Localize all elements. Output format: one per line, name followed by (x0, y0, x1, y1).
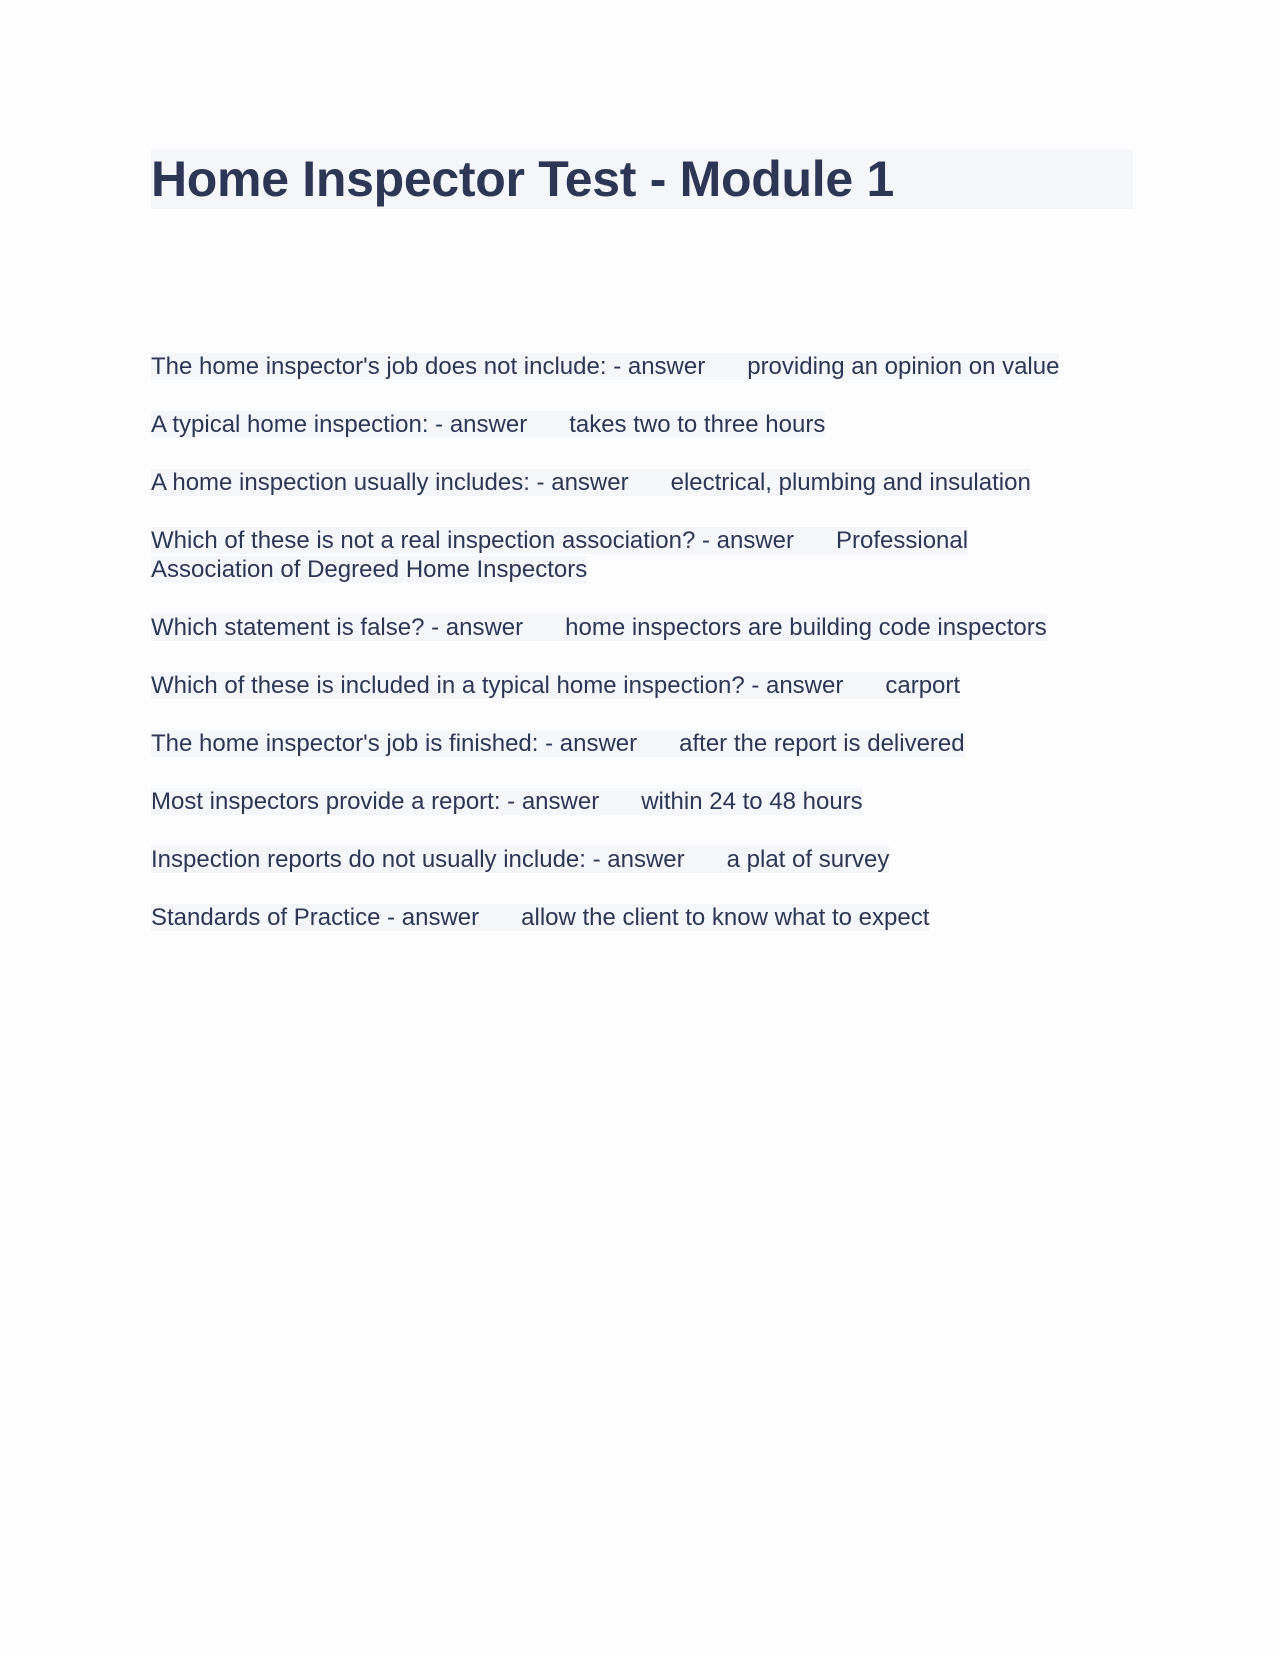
qa-item (151, 468, 1133, 497)
answer-text: home inspectors are building code inspectors (565, 614, 1047, 641)
qa-item (151, 613, 1133, 642)
answer-text: providing an opinion on value (747, 353, 1060, 380)
document-page (151, 150, 1133, 961)
qa-item (151, 671, 1133, 700)
qa-item (151, 729, 1133, 758)
qa-item (151, 352, 1133, 381)
question-text: Which of these is included in a typical home inspection? - answer (151, 672, 844, 699)
question-text: Inspection reports do not usually include: - answer (151, 846, 685, 873)
answer-text: within 24 to 48 hours (641, 788, 863, 815)
answer-text: electrical, plumbing and insulation (670, 469, 1031, 496)
qa-item (151, 787, 1133, 816)
qa-item (151, 845, 1133, 874)
answer-text: carport (885, 672, 961, 699)
question-text: Most inspectors provide a report: - answer (151, 788, 600, 815)
answer-text: allow the client to know what to expect (521, 904, 930, 931)
document-title: Home Inspector Test - Module 1 (151, 150, 1133, 209)
answer-text: Professional Association of Degreed Home Inspectors (151, 527, 969, 583)
answer-text: after the report is delivered (679, 730, 965, 757)
qa-item (151, 903, 1133, 932)
answer-text: takes two to three hours (569, 411, 826, 438)
qa-item (151, 526, 1021, 584)
question-text: A typical home inspection: - answer (151, 411, 528, 438)
question-text: Standards of Practice - answer (151, 904, 480, 931)
question-text: Which of these is not a real inspection association? - answer (151, 527, 794, 554)
question-text: A home inspection usually includes: - answer (151, 469, 629, 496)
qa-list (151, 352, 1133, 932)
qa-item (151, 410, 1133, 439)
question-text: The home inspector's job is finished: - answer (151, 730, 638, 757)
question-text: Which statement is false? - answer (151, 614, 524, 641)
answer-text: a plat of survey (726, 846, 890, 873)
question-text: The home inspector's job does not include: - answer (151, 353, 706, 380)
